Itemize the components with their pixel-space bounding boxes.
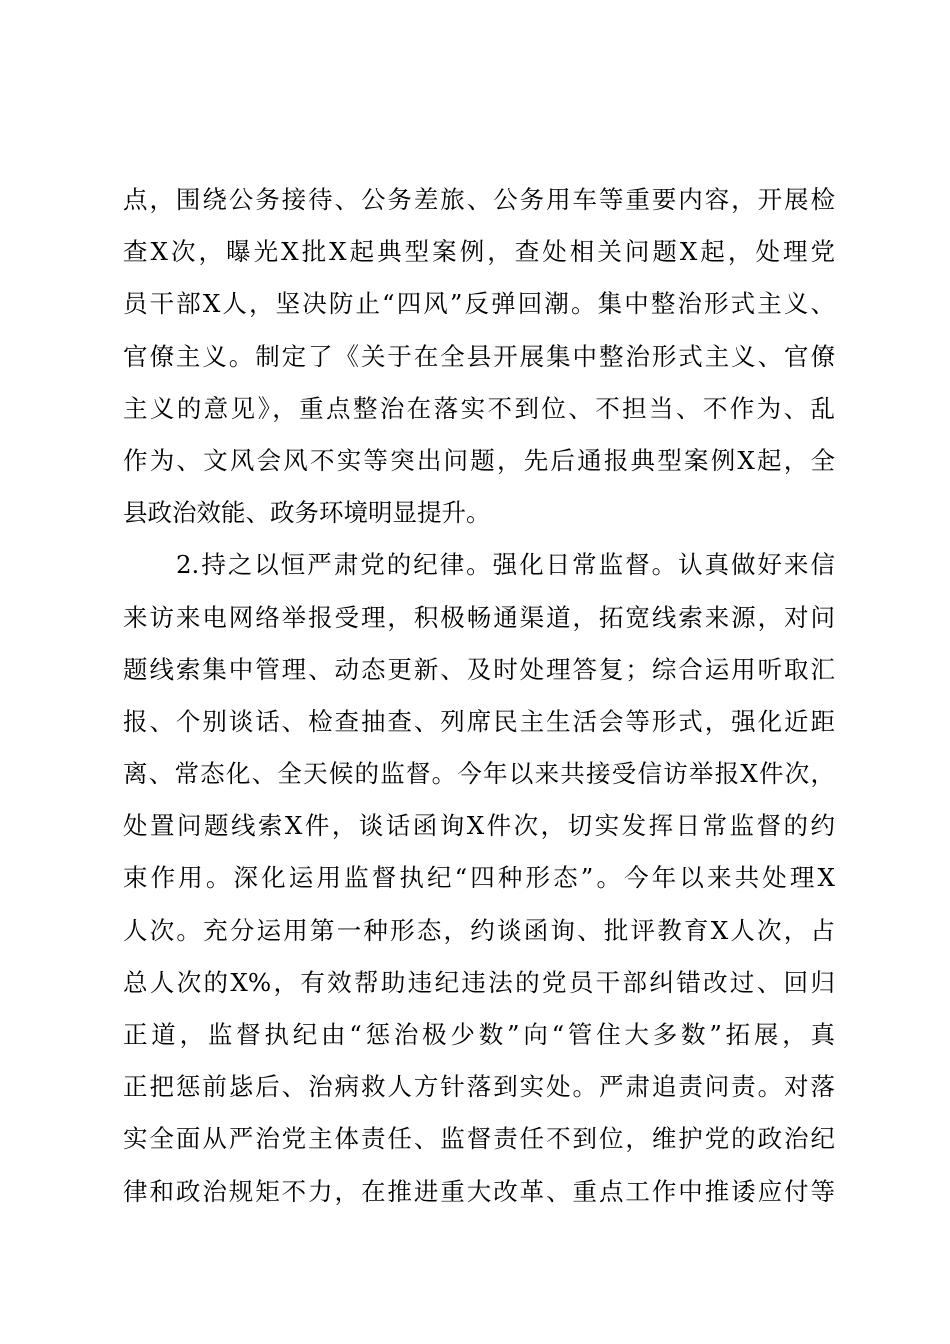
text-line: 总人次的X%，有效帮助违纪违法的党员干部纠错改过、回归	[123, 967, 835, 997]
body-text	[123, 174, 835, 1218]
text-line: 官僚主义。制定了《关于在全县开展集中整治形式主义、官僚	[123, 341, 835, 371]
text-line: 题线索集中管理、动态更新、及时处理答复；综合运用听取汇	[123, 654, 835, 684]
section-heading-line: 2.持之以恒严肃党的纪律。强化日常监督。认真做好来信	[123, 550, 835, 580]
text-line: 正把惩前毖后、治病救人方针落到实处。严肃追责问责。对落	[123, 1072, 835, 1102]
text-line: 员干部X人，坚决防止“四风”反弹回潮。集中整治形式主义、	[123, 289, 835, 319]
text-line: 实全面从严治党主体责任、监督责任不到位，维护党的政治纪	[123, 1124, 835, 1154]
text-line: 查X次，曝光X批X起典型案例，查处相关问题X起，处理党	[123, 237, 835, 267]
text-line: 来访来电网络举报受理，积极畅通渠道，拓宽线索来源，对问	[123, 602, 835, 632]
paragraph-end-line: 县政治效能、政务环境明显提升。	[123, 498, 491, 528]
text-line: 正道，监督执纪由“惩治极少数”向“管住大多数”拓展，真	[123, 1020, 835, 1049]
text-line: 作为、文风会风不实等突出问题，先后通报典型案例X起，全	[123, 445, 835, 475]
text-line: 处置问题线索X件，谈话函询X件次，切实发挥日常监督的约	[123, 811, 835, 841]
text-line: 人次。充分运用第一种形态，约谈函询、批评教育X人次，占	[123, 915, 835, 945]
text-line: 离、常态化、全天候的监督。今年以来共接受信访举报X件次，	[123, 759, 835, 789]
text-line: 主义的意见》，重点整治在落实不到位、不担当、不作为、乱	[123, 393, 835, 423]
text-line: 报、个别谈话、检查抽查、列席民主生活会等形式，强化近距	[123, 706, 835, 736]
text-line: 律和政治规矩不力，在推进重大改革、重点工作中推诿应付等	[123, 1176, 835, 1206]
text-line: 点，围绕公务接待、公务差旅、公务用车等重要内容，开展检	[123, 185, 835, 214]
text-line: 束作用。深化运用监督执纪“四种形态”。今年以来共处理X	[123, 863, 835, 893]
